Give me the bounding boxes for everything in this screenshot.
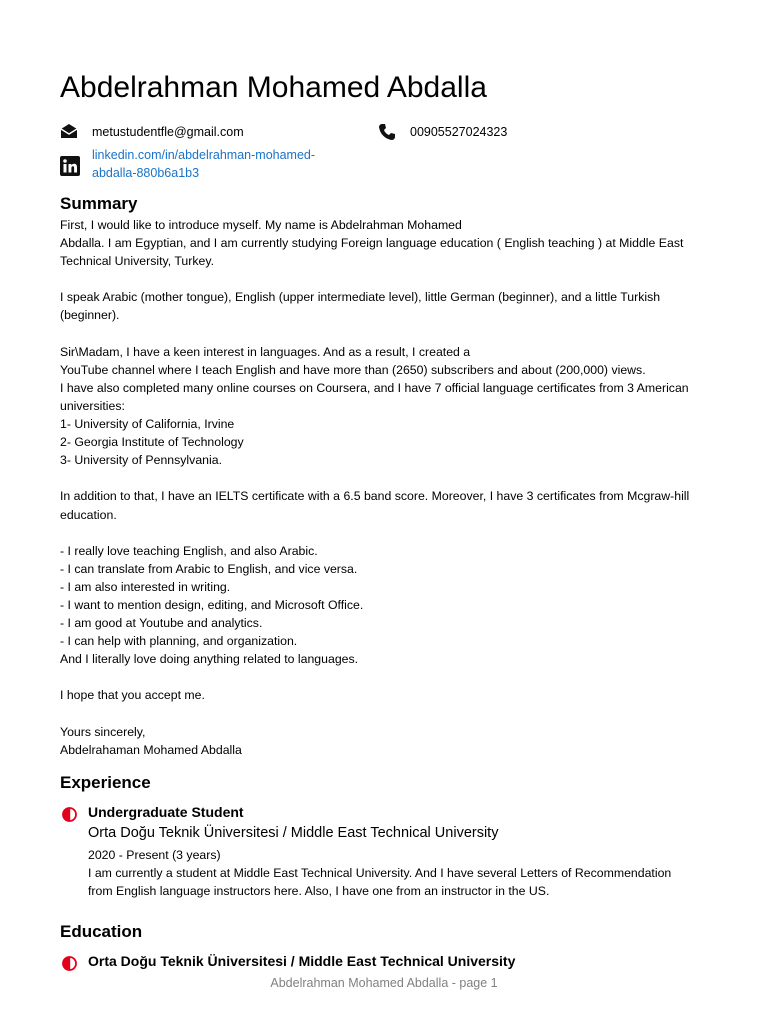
- summary-skills-list: - I really love teaching English, and also Arabic. - I can translate from Arabic to English, and vice versa. - I am also interested in writing. - I want to mention design, editing, and Microsoft Office. - I am good at Youtube and analytics. - I can help with planning, and organization. And I literally love doing anything related to languages.: [60, 543, 364, 667]
- phone-icon: [378, 123, 396, 146]
- summary-paragraph: Sir\Madam, I have a keen interest in languages. And as a result, I created a YouTube channel where I teach English and have more than (2650) subscribers and about (200,000) views. I have also completed many online courses on Coursera, and I have 7 official language certificates from 3 American universities: 1- University of California, Irvine 2- Georgia Institute of Technology 3- University of Pennsylvania.: [60, 344, 689, 468]
- experience-entry: [60, 803, 710, 903]
- summary-paragraph: I speak Arabic (mother tongue), English (upper intermediate level), little German (beginner), and a little Turkish (beginner).: [60, 290, 661, 323]
- summary-paragraph: In addition to that, I have an IELTS certificate with a 6.5 band score. Moreover, I have 3 certificates from Mcgraw-hill education.: [60, 489, 690, 522]
- envelope-icon: [60, 123, 78, 144]
- email-text[interactable]: metustudentfle@gmail.com: [92, 125, 244, 139]
- page-footer: Abdelrahman Mohamed Abdalla - page 1: [270, 976, 498, 990]
- summary-paragraph: I hope that you accept me.: [60, 688, 205, 703]
- linkedin-link-line1[interactable]: linkedin.com/in/abdelrahman-mohamed-: [92, 148, 316, 162]
- experience-dates: 2020 - Present (3 years): [88, 848, 221, 862]
- summary-heading: Summary: [60, 194, 138, 213]
- phone-text: 00905527024323: [410, 125, 508, 139]
- summary-body: [60, 216, 710, 759]
- linkedin-link-line2[interactable]: abdalla-880b6a1b3: [92, 166, 200, 180]
- university-logo-icon: [62, 807, 77, 827]
- experience-heading: Experience: [60, 773, 151, 792]
- candidate-name: Abdelrahman Mohamed Abdalla: [60, 71, 487, 104]
- experience-title: Undergraduate Student: [88, 804, 244, 820]
- linkedin-icon: [60, 156, 80, 181]
- summary-signoff: Yours sincerely, Abdelrahaman Mohamed Abdalla: [60, 724, 242, 757]
- education-entry: [60, 952, 710, 972]
- summary-paragraph: First, I would like to introduce myself. My name is Abdelrahman Mohamed Abdalla. I am Egyptian, and I am currently studying Foreign language education ( English teaching ) at Middle East Technical University, Turkey.: [60, 218, 684, 269]
- experience-organization: Orta Doğu Teknik Üniversitesi / Middle East Technical University: [88, 825, 499, 841]
- experience-description: I am currently a student at Middle East Technical University. And I have several Letters of Recommendation from English language instructors here. Also, I have one from an instructor in the US.: [88, 866, 672, 899]
- education-school: Orta Doğu Teknik Üniversitesi / Middle East Technical University: [88, 953, 516, 969]
- education-heading: Education: [60, 922, 143, 941]
- university-logo-icon: [62, 956, 77, 976]
